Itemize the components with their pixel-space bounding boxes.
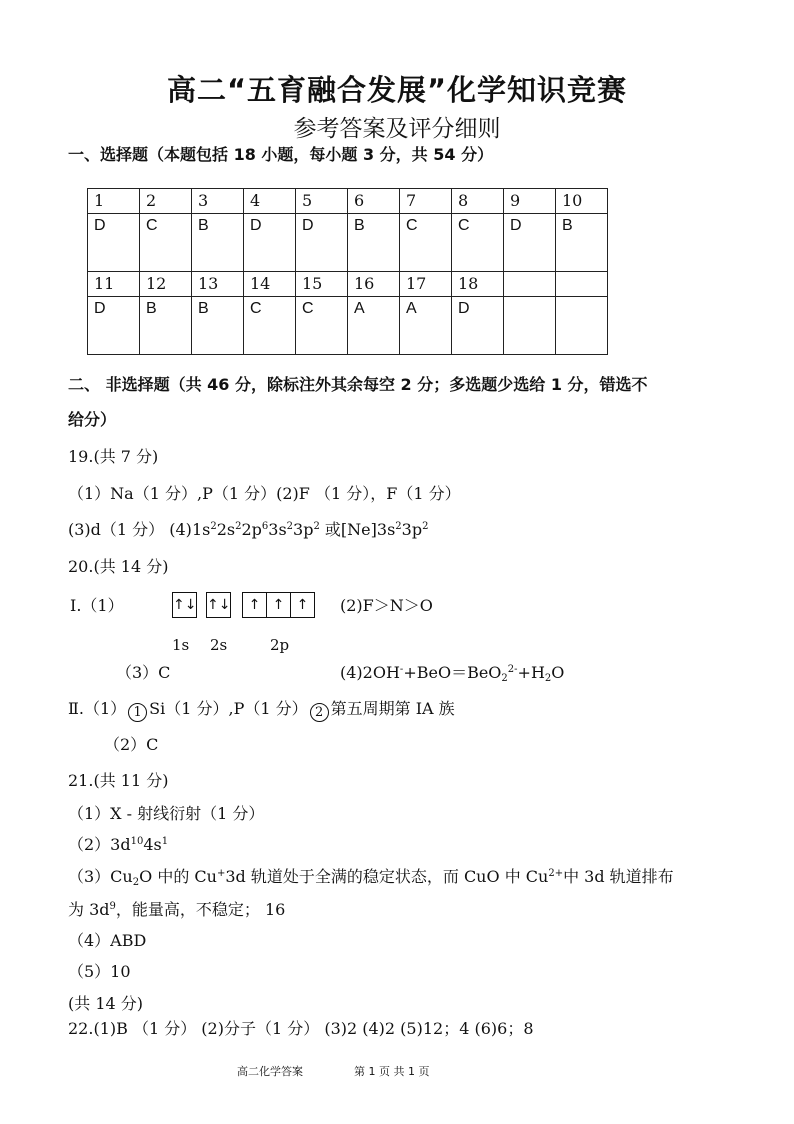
answer-cell: B [140, 297, 192, 355]
answer-cell: D [244, 214, 296, 272]
q21-a5: （5）10 [68, 962, 131, 981]
q21-label: 21.(共 11 分) [68, 771, 169, 790]
q20-part1-3: （3）C [116, 663, 171, 682]
orbital-label-1s: 1s [172, 636, 190, 654]
orbital-box-2s [206, 592, 231, 618]
question-number: 5 [296, 189, 348, 214]
question-number: 7 [400, 189, 452, 214]
section2-heading-cont: 给分） [68, 410, 117, 429]
answer-cell: D [296, 214, 348, 272]
answer-table-row [88, 272, 608, 297]
q21-a3-line1: $(3)Cu_2O$ 中的 Cu+3d 轨道处于全满的稳定状态，而 CuO 中 $Cu^{2+}$中 3d 轨道排布 [68, 867, 674, 888]
answer-table-row [88, 297, 608, 355]
answer-cell: D [504, 214, 556, 272]
q21-a2: $(2)3d^{10}4s^1$ [68, 835, 169, 854]
answer-cell: B [556, 214, 608, 272]
answer-cell: B [192, 297, 244, 355]
orbital-cell: ↑ [243, 593, 267, 617]
question-number [504, 272, 556, 297]
question-number: 4 [244, 189, 296, 214]
answer-cell: A [400, 297, 452, 355]
answer-cell [556, 297, 608, 355]
answer-cell: C [244, 297, 296, 355]
question-number: 11 [88, 272, 140, 297]
q21-a3-line2: 为 $3d^9$，能量高，不稳定； 16 [68, 900, 286, 919]
orbital-box-1s [172, 592, 197, 618]
answer-cell: D [452, 297, 504, 355]
question-number: 6 [348, 189, 400, 214]
question-number: 13 [192, 272, 244, 297]
question-number: 15 [296, 272, 348, 297]
question-number: 12 [140, 272, 192, 297]
question-number: 10 [556, 189, 608, 214]
q20-part2-line1: Ⅱ.（1） 1 Si（1 分）,P（1 分） 2 第五周期第 IA 族 [68, 699, 455, 720]
q22-line: 22.(1)B （1 分） (2)分子（1 分） (3)2 (4)2 (5)12；4 (6)6；8 [68, 1019, 534, 1038]
question-number: 16 [348, 272, 400, 297]
question-number: 14 [244, 272, 296, 297]
circled-number: 1 [128, 703, 147, 722]
answer-cell: D [88, 297, 140, 355]
page-subtitle: 参考答案及评分细则 [293, 116, 501, 142]
answer-table-row [88, 189, 608, 214]
section1-heading: 一、选择题（本题包括 18 小题，每小题 3 分，共 54 分） [68, 145, 494, 164]
answer-cell: C [140, 214, 192, 272]
q20-part1-4: $(4)2OH^-+BeO=BeO_2^{2-}+H_2O$ [340, 663, 565, 684]
question-number [556, 272, 608, 297]
question-number: 8 [452, 189, 504, 214]
q20-part1-label: Ⅰ.（1） [70, 596, 124, 615]
answer-cell: D [88, 214, 140, 272]
answer-cell: A [348, 297, 400, 355]
q20-part2-line2: （2）C [104, 735, 159, 754]
answer-cell: C [296, 297, 348, 355]
question-number: 1 [88, 189, 140, 214]
orbital-cell: ↑ [267, 593, 291, 617]
answer-cell: C [452, 214, 504, 272]
answer-table [87, 188, 608, 355]
answer-cell: B [192, 214, 244, 272]
answer-table-row [88, 214, 608, 272]
question-number: 18 [452, 272, 504, 297]
q21-a1: （1）X - 射线衍射（1 分） [68, 804, 265, 823]
q21-a4: （4）ABD [68, 931, 147, 950]
answer-cell: C [400, 214, 452, 272]
section2-heading: 二、 非选择题（共 46 分，除标注外其余每空 2 分；多选题少选给 1 分，错选不 [68, 375, 648, 394]
orbital-cell: ↑↓ [173, 597, 197, 613]
answer-cell [504, 297, 556, 355]
footer-left: 高二化学答案 [237, 1065, 303, 1078]
q20-label: 20.(共 14 分) [68, 557, 169, 576]
orbital-cell: ↑↓ [207, 597, 231, 613]
q20-part1-2: (2)F＞N＞O [340, 596, 433, 615]
orbital-box-2p [242, 592, 315, 618]
footer-page-number: 第 1 页 共 1 页 [354, 1065, 430, 1078]
question-number: 2 [140, 189, 192, 214]
circled-number: 2 [310, 703, 329, 722]
orbital-label-2p: 2p [270, 636, 290, 654]
answer-cell: B [348, 214, 400, 272]
orbital-cell: ↑ [296, 597, 309, 613]
question-number: 3 [192, 189, 244, 214]
question-number: 17 [400, 272, 452, 297]
question-number: 9 [504, 189, 556, 214]
q19-line1: （1）Na（1 分）,P（1 分）(2)F （1 分），F（1 分） [68, 484, 461, 503]
q19-line2: (3)d（1 分） $(4)1s^22s^22p^63s^23p^2$ 或$[Ne]3s^23p^2$ [68, 520, 429, 539]
page-title: 高二“五育融合发展”化学知识竞赛 [166, 73, 628, 107]
q19-label: 19.(共 7 分) [68, 447, 159, 466]
orbital-label-2s: 2s [210, 636, 228, 654]
q22-label: (共 14 分) [68, 994, 144, 1013]
